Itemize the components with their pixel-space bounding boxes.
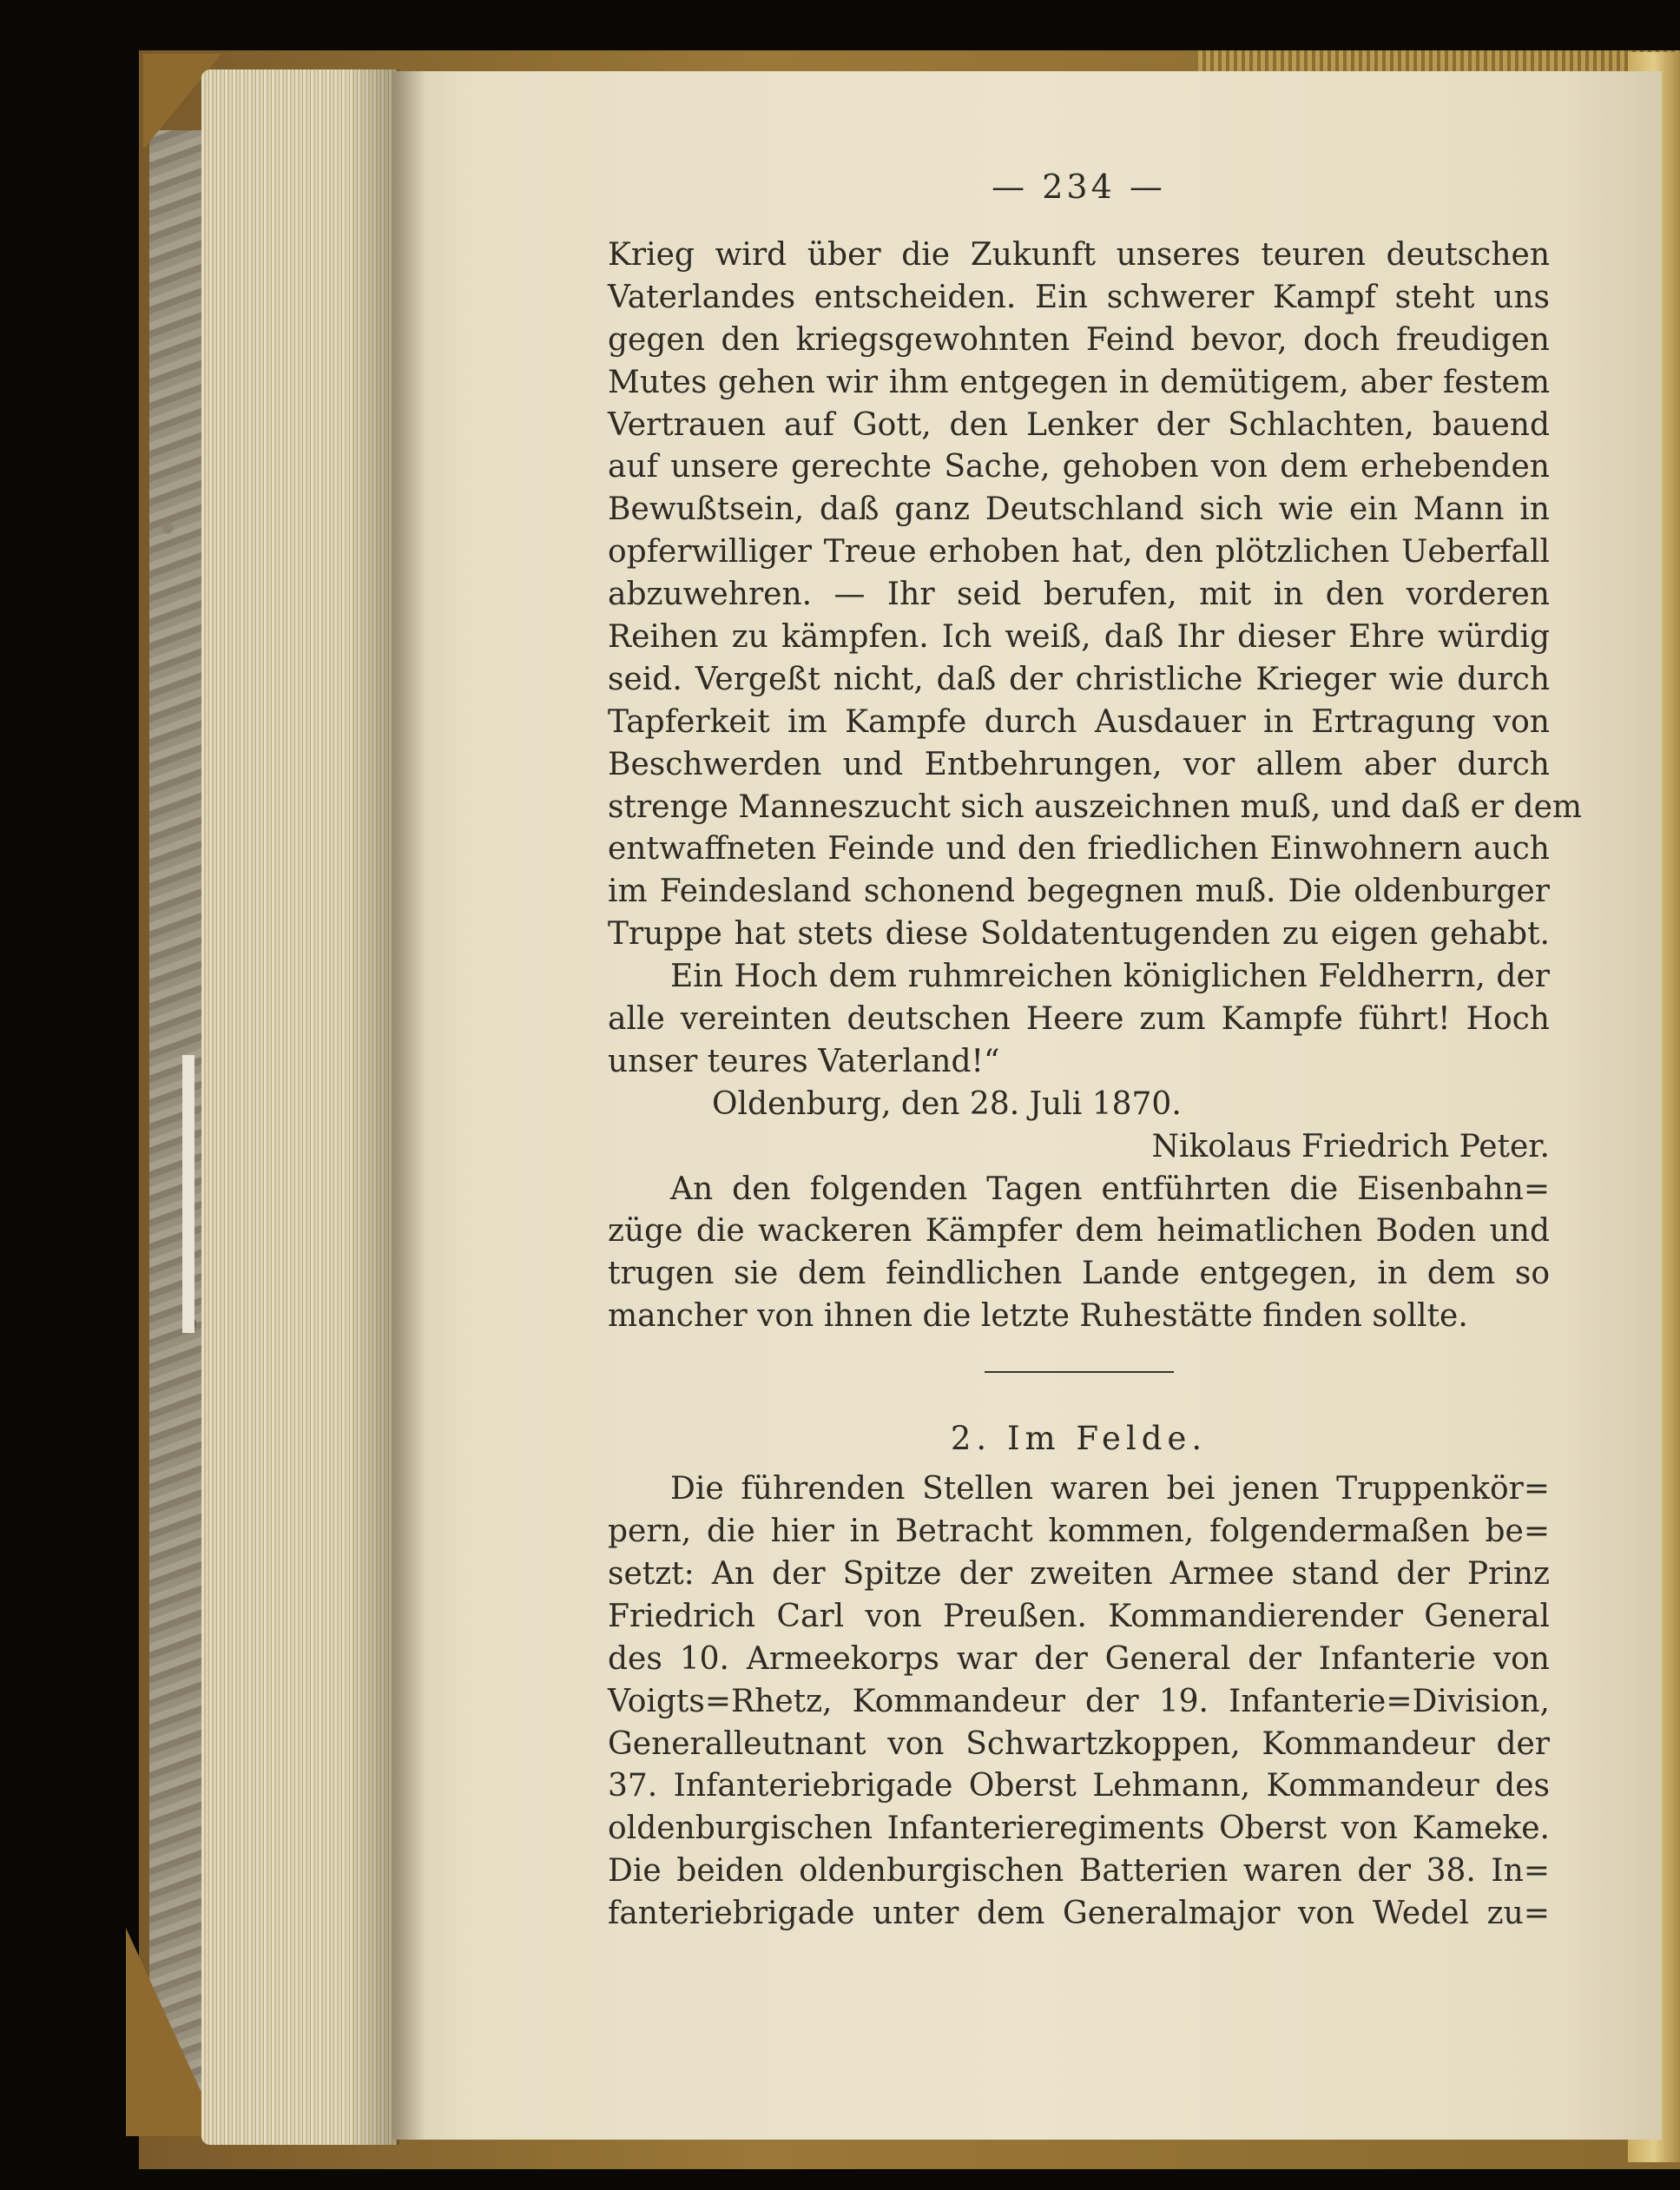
text-line: pern, die hier in Betracht kommen, folgendermaßen be=	[608, 1514, 1550, 1550]
bookmark-strip	[182, 1055, 194, 1333]
gutter-shadow	[392, 71, 425, 2140]
text-line: Die führenden Stellen waren bei jenen Truppenkör=	[670, 1471, 1550, 1507]
text-line: trugen sie dem feindlichen Lande entgegen, in dem so	[608, 1256, 1550, 1292]
text-line: Vaterlandes entscheiden. Ein schwerer Kampf steht uns	[608, 279, 1550, 315]
page-stack-shadow	[347, 69, 399, 2145]
text-line: Generalleutnant von Schwartzkoppen, Kommandeur der	[608, 1725, 1550, 1762]
text-line: züge die wackeren Kämpfer dem heimatlichen Boden und	[608, 1213, 1550, 1250]
text-line: Vertrauen auf Gott, den Lenker der Schlachten, bauend	[608, 406, 1550, 443]
text-line: Die beiden oldenburgischen Batterien waren der 38. In=	[608, 1853, 1550, 1890]
text-line: Reihen zu kämpfen. Ich weiß, daß Ihr dieser Ehre würdig	[608, 619, 1550, 656]
text-line: An den folgenden Tagen entführten die Eisenbahn=	[670, 1171, 1550, 1207]
text-line: gegen den kriegsgewohnten Feind bevor, doch freudigen	[608, 321, 1550, 358]
text-line: Tapferkeit im Kampfe durch Ausdauer in Ertragung von	[608, 703, 1550, 740]
signature: Nikolaus Friedrich Peter.	[1151, 1128, 1550, 1164]
text-line: Krieg wird über die Zukunft unseres teuren deutschen	[608, 237, 1550, 273]
text-line: alle vereinten deutschen Heere zum Kampfe führt! Hoch	[608, 1001, 1550, 1038]
paragraph-cheer	[608, 956, 1550, 1084]
text-line: abzuwehren. — Ihr seid berufen, mit in den vorderen	[608, 577, 1550, 613]
text-line: unser teures Vaterland!“	[608, 1043, 1000, 1079]
text-line: strenge Manneszucht sich auszeichnen muß, und daß er dem	[608, 788, 1583, 825]
page-number: — 234 —	[992, 168, 1166, 206]
text-line: setzt: An der Spitze der zweiten Armee stand der Prinz	[608, 1555, 1550, 1592]
text-line: Voigts=Rhetz, Kommandeur der 19. Infanterie=Division,	[608, 1683, 1550, 1719]
paragraph-proclamation	[608, 234, 1583, 956]
text-line: Ein Hoch dem ruhmreichen königlichen Feldherrn, der	[670, 959, 1550, 995]
date-line: Oldenburg, den 28. Juli 1870.	[712, 1085, 1182, 1122]
paragraph-departure	[608, 1169, 1550, 1339]
text-line: auf unsere gerechte Sache, gehoben von dem erhebenden	[608, 449, 1550, 485]
text-line: im Feindesland schonend begegnen muß. Die oldenburger	[608, 874, 1550, 910]
text-line: opferwilliger Treue erhoben hat, den plötzlichen Ueberfall	[608, 534, 1550, 571]
text-line: Bewußtsein, daß ganz Deutschland sich wie ein Mann in	[608, 491, 1550, 528]
page-text	[608, 156, 1583, 1936]
text-line: Truppe hat stets diese Soldatentugenden zu eigen gehabt.	[608, 916, 1550, 953]
text-line: oldenburgischen Infanterieregiments Oberst von Kameke.	[608, 1811, 1550, 1847]
paragraph-command-structure	[608, 1468, 1550, 1936]
text-line: mancher von ihnen die letzte Ruhestätte finden sollte.	[608, 1298, 1468, 1335]
section-divider	[985, 1371, 1174, 1373]
section-heading: 2. Im Felde.	[950, 1420, 1208, 1458]
text-line: Friedrich Carl von Preußen. Kommandierender General	[608, 1598, 1550, 1634]
text-line: entwaffneten Feinde und den friedlichen Einwohnern auch	[608, 831, 1550, 867]
text-line: Mutes gehen wir ihm entgegen in demütigem, aber festem	[608, 364, 1550, 400]
text-line: Beschwerden und Entbehrungen, vor allem aber durch	[608, 746, 1550, 782]
text-line: fanteriebrigade unter dem Generalmajor von Wedel zu=	[608, 1896, 1550, 1932]
text-line: seid. Vergeßt nicht, daß der christliche Krieger wie durch	[608, 661, 1550, 697]
text-line: des 10. Armeekorps war der General der Infanterie von	[608, 1640, 1550, 1677]
text-line: 37. Infanteriebrigade Oberst Lehmann, Kommandeur des	[608, 1768, 1550, 1804]
